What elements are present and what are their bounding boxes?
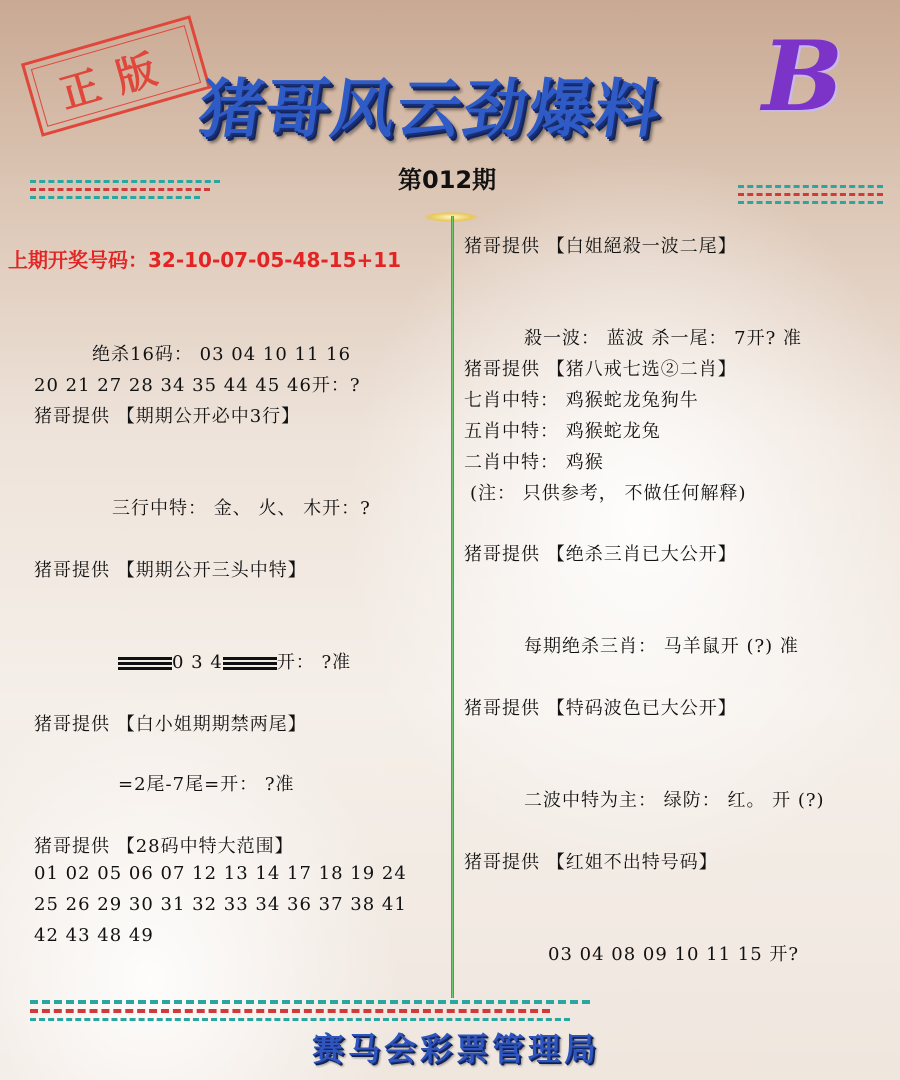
kill-wave-result: 殺一波： 蓝波 杀一尾： 7开? 准	[524, 328, 802, 349]
kill16-line2: 20 21 27 28 34 35 44 45 46开：?	[34, 375, 361, 396]
seven-zodiac: 七肖中特： 鸡猴蛇龙兔狗牛	[464, 390, 699, 411]
edition-badge: B	[762, 20, 844, 133]
decor-dashes-bottom	[30, 1000, 590, 1026]
main-title: 猪哥风云劲爆料	[193, 73, 667, 147]
kill16-line1: 绝杀16码： 03 04 10 11 16	[92, 344, 352, 365]
kill3-result: 每期绝杀三肖： 马羊鼠开 (?) 准	[524, 636, 799, 657]
last-draw-numbers: 上期开奖号码：32-10-07-05-48-15+11	[8, 248, 402, 272]
provide-zodiac: 猪哥提供 【猪八戒七选②二肖】	[464, 359, 737, 380]
disclaimer-note: (注： 只供参考， 不做任何解释)	[470, 483, 747, 504]
column-divider	[451, 216, 454, 998]
footer-org: 赛马会彩票管理局	[312, 1030, 601, 1068]
provide-color: 猪哥提供 【特码波色已大公开】	[464, 698, 737, 719]
provide-28: 猪哥提供 【28码中特大范围】	[34, 836, 294, 857]
nums28-line2: 25 26 29 30 31 32 33 34 36 37 38 41	[34, 894, 407, 915]
two-zodiac: 二肖中特： 鸡猴	[464, 452, 604, 473]
decor-dashes-left	[30, 180, 220, 204]
heads-result	[118, 648, 351, 674]
five-zodiac: 五肖中特： 鸡猴蛇龙兔	[464, 421, 661, 442]
triple-bar-left	[118, 657, 172, 670]
issue-number: 第012期	[398, 166, 497, 194]
decor-dashes-right	[738, 185, 883, 209]
heads-open: 开： ?准	[276, 652, 352, 673]
provide-tails: 猪哥提供 【白小姐期期禁两尾】	[34, 714, 307, 735]
rows-result: 三行中特： 金、 火、 木开：?	[112, 498, 371, 519]
red-nums: 03 04 08 09 10 11 15 开?	[548, 944, 800, 965]
genuine-stamp: 正版	[21, 15, 211, 137]
nums28-line1: 01 02 05 06 07 12 13 14 17 18 19 24	[34, 863, 407, 884]
provide-kill-wave: 猪哥提供 【白姐絕殺一波二尾】	[464, 236, 737, 257]
provide-rows: 猪哥提供 【期期公开必中3行】	[34, 406, 301, 427]
provide-heads: 猪哥提供 【期期公开三头中特】	[34, 560, 307, 581]
color-result: 二波中特为主： 绿防： 红。 开 (?)	[524, 790, 825, 811]
provide-red: 猪哥提供 【红姐不出特号码】	[464, 852, 718, 873]
tails-result: =2尾-7尾=开： ?准	[118, 774, 295, 795]
triple-bar-right	[223, 657, 277, 670]
provide-kill3: 猪哥提供 【绝杀三肖已大公开】	[464, 544, 737, 565]
heads-nums: 0 3 4	[172, 652, 223, 673]
nums28-line3: 42 43 48 49	[34, 925, 154, 946]
